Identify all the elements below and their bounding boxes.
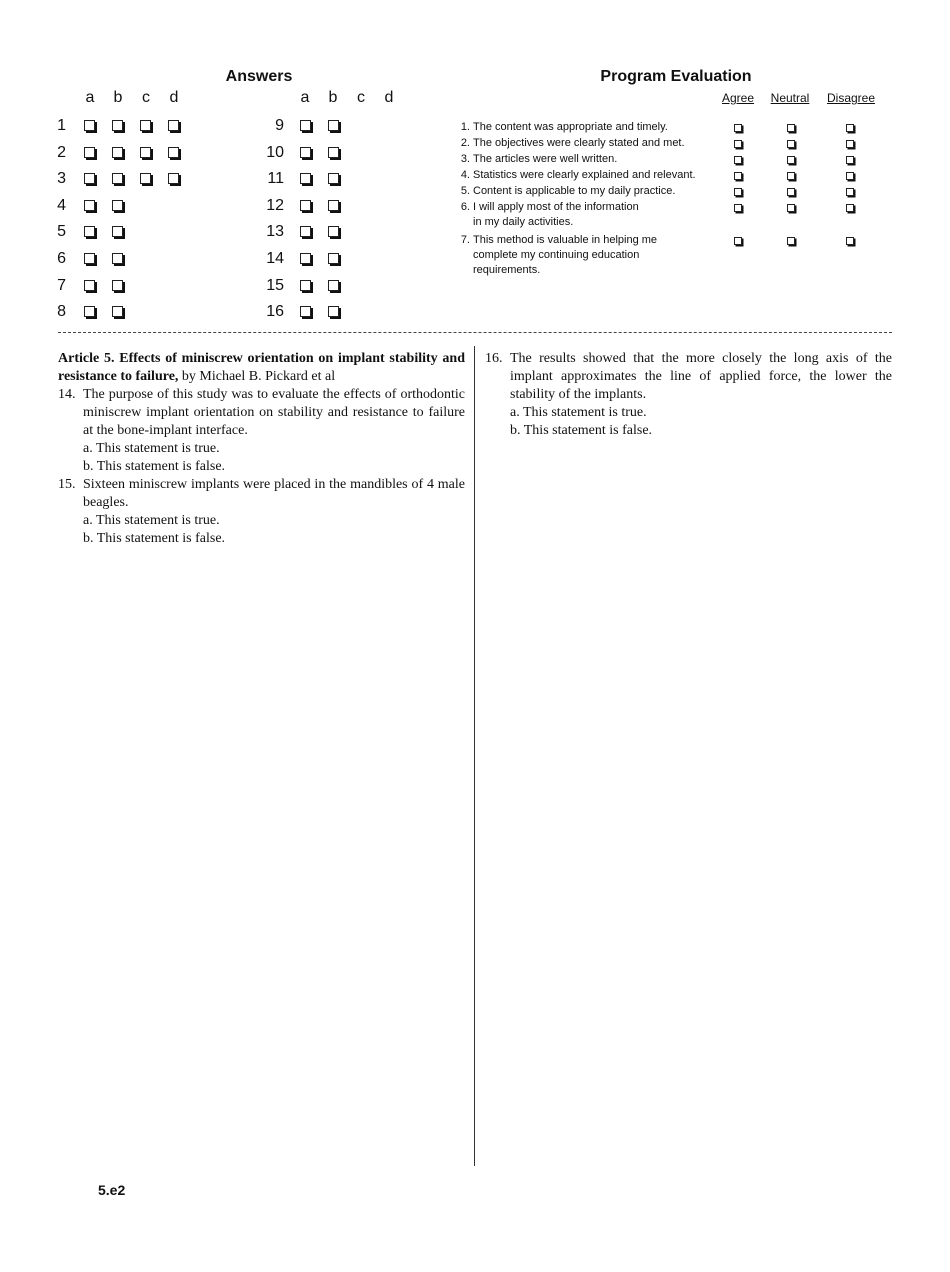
answer-column-header: a [300, 89, 310, 106]
answer-checkbox[interactable] [112, 253, 123, 264]
evaluation-checkbox[interactable] [734, 204, 742, 212]
answer-checkbox[interactable] [168, 120, 179, 131]
answer-row-number: 2 [57, 143, 66, 161]
answer-checkbox[interactable] [300, 147, 311, 158]
neutral-header: Neutral [770, 91, 810, 105]
evaluation-item-line: complete my continuing education [473, 249, 640, 261]
evaluation-checkbox[interactable] [734, 140, 742, 148]
evaluation-checkbox[interactable] [846, 204, 854, 212]
answer-column-header: c [142, 89, 150, 106]
questions-left-column [58, 350, 465, 548]
answer-row-number: 9 [275, 117, 284, 134]
answer-checkbox[interactable] [328, 226, 339, 237]
article-title: Article 5. Effects of miniscrew orientation on implant stability and resistance to failure, [58, 351, 465, 384]
answer-checkbox[interactable] [84, 173, 95, 184]
question-number: 14. [58, 387, 76, 402]
question-number: 15. [58, 477, 76, 492]
answer-checkbox[interactable] [328, 120, 339, 131]
answer-checkbox[interactable] [112, 173, 123, 184]
evaluation-checkbox[interactable] [787, 124, 795, 132]
evaluation-item-text [473, 136, 685, 151]
answer-checkbox[interactable] [112, 200, 123, 211]
evaluation-item-text [473, 152, 617, 167]
article-heading [58, 350, 465, 386]
evaluation-checkbox[interactable] [734, 188, 742, 196]
evaluation-item-text [473, 200, 639, 230]
answer-checkbox[interactable] [300, 200, 311, 211]
answer-checkbox[interactable] [112, 226, 123, 237]
answer-checkbox[interactable] [328, 147, 339, 158]
evaluation-checkbox[interactable] [846, 237, 854, 245]
question-number: 16. [485, 351, 503, 366]
answer-column-header: b [113, 89, 123, 106]
answer-row-number: 15 [266, 276, 284, 294]
answer-checkbox[interactable] [168, 173, 179, 184]
answer-column-header: d [169, 89, 179, 106]
evaluation-checkbox[interactable] [787, 188, 795, 196]
evaluation-checkbox[interactable] [734, 124, 742, 132]
evaluation-item-text [473, 233, 657, 278]
article-byline: by Michael B. Pickard et al [178, 369, 336, 384]
answer-checkbox[interactable] [84, 253, 95, 264]
answer-checkbox[interactable] [328, 200, 339, 211]
evaluation-item-text [473, 120, 668, 135]
answer-checkbox[interactable] [300, 280, 311, 291]
answer-checkbox[interactable] [328, 173, 339, 184]
answer-checkbox[interactable] [112, 120, 123, 131]
answer-row-number: 6 [57, 250, 66, 267]
answer-checkbox[interactable] [84, 147, 95, 158]
answer-row-number: 5 [57, 223, 66, 241]
answer-row-number: 3 [57, 170, 66, 188]
evaluation-item-number: 7. [460, 234, 470, 246]
evaluation-item-line: This method is valuable in helping me [473, 234, 658, 246]
question-15-option-a: a. This statement is true. [83, 513, 220, 528]
answer-checkbox[interactable] [300, 253, 311, 264]
question-text: Sixteen miniscrew implants were placed in the mandibles of 4 male beagles. [83, 477, 465, 510]
answer-checkbox[interactable] [300, 226, 311, 237]
evaluation-checkbox[interactable] [787, 156, 795, 164]
answer-checkbox[interactable] [112, 306, 123, 317]
evaluation-checkbox[interactable] [846, 124, 854, 132]
answer-checkbox[interactable] [328, 253, 339, 264]
question-16-option-b: b. This statement is false. [510, 423, 653, 438]
evaluation-item-line: The objectives were clearly stated and met. [473, 137, 685, 149]
answer-column-header: d [384, 89, 394, 106]
question-14 [58, 386, 465, 440]
answer-row-number: 12 [266, 196, 284, 214]
evaluation-item-line: The content was appropriate and timely. [473, 121, 668, 133]
evaluation-checkbox[interactable] [846, 156, 854, 164]
answer-row-number: 16 [266, 303, 284, 321]
answer-checkbox[interactable] [84, 280, 95, 291]
answer-row-number: 10 [266, 143, 284, 161]
question-16-option-a: a. This statement is true. [510, 405, 647, 420]
answer-column-header: a [85, 89, 95, 106]
column-divider [474, 346, 475, 1166]
evaluation-checkbox[interactable] [734, 172, 742, 180]
question-14-option-a: a. This statement is true. [83, 441, 220, 456]
evaluation-item-line: Content is applicable to my daily practice. [473, 185, 676, 197]
question-text: The results showed that the more closely the long axis of the implant approximates the line of applied force, the lower the stability of the implants. [510, 351, 892, 402]
answer-row-number: 7 [57, 276, 66, 294]
evaluation-item-number: 2. [460, 137, 470, 149]
evaluation-checkbox[interactable] [846, 172, 854, 180]
answer-row-number: 13 [266, 223, 284, 241]
answer-checkbox[interactable] [300, 120, 311, 131]
agree-header: Agree [721, 91, 755, 105]
answer-checkbox[interactable] [112, 280, 123, 291]
evaluation-checkbox[interactable] [846, 188, 854, 196]
question-16 [485, 350, 892, 404]
answer-checkbox[interactable] [112, 147, 123, 158]
question-15 [58, 476, 465, 512]
evaluation-checkbox[interactable] [734, 237, 742, 245]
evaluation-checkbox[interactable] [787, 204, 795, 212]
evaluation-item-number: 4. [460, 169, 470, 181]
answer-row-number: 11 [267, 170, 284, 188]
question-14-option-b: b. This statement is false. [83, 459, 226, 474]
evaluation-checkbox[interactable] [787, 237, 795, 245]
evaluation-item-line: I will apply most of the information [473, 201, 639, 213]
answer-checkbox[interactable] [84, 306, 95, 317]
answer-checkbox[interactable] [328, 280, 339, 291]
evaluation-item-text [473, 184, 675, 199]
answer-checkbox[interactable] [84, 226, 95, 237]
evaluation-item-number: 6. [460, 201, 470, 213]
evaluation-checkbox[interactable] [787, 140, 795, 148]
answer-checkbox[interactable] [140, 147, 151, 158]
answer-checkbox[interactable] [84, 200, 95, 211]
answer-row-number: 1 [57, 117, 66, 134]
program-evaluation-title: Program Evaluation [600, 68, 752, 85]
answer-checkbox[interactable] [84, 120, 95, 131]
evaluation-checkbox[interactable] [787, 172, 795, 180]
evaluation-item-line: requirements. [473, 264, 541, 276]
evaluation-item-line: in my daily activities. [473, 216, 574, 228]
evaluation-checkbox[interactable] [846, 140, 854, 148]
answer-column-header: b [328, 89, 338, 106]
evaluation-item-line: The articles were well written. [473, 153, 618, 165]
evaluation-item-text [473, 168, 696, 183]
evaluation-item-number: 5. [460, 185, 470, 197]
question-15-option-b: b. This statement is false. [83, 531, 226, 546]
answer-checkbox[interactable] [328, 306, 339, 317]
answer-column-header: c [357, 89, 365, 106]
question-text: The purpose of this study was to evaluate the effects of orthodontic miniscrew implant orientation on stability and resistance to failure at the bone-implant interface. [83, 387, 465, 438]
page-number: 5.e2 [98, 1182, 126, 1198]
evaluation-item-number: 1. [460, 121, 470, 133]
evaluation-checkbox[interactable] [734, 156, 742, 164]
questions-right-column [485, 350, 892, 440]
answer-checkbox[interactable] [140, 173, 151, 184]
answer-checkbox[interactable] [168, 147, 179, 158]
evaluation-item-number: 3. [460, 153, 470, 165]
section-divider [58, 332, 892, 333]
answer-checkbox[interactable] [300, 173, 311, 184]
answer-row-number: 4 [57, 196, 66, 214]
answer-checkbox[interactable] [140, 120, 151, 131]
answer-row-number: 14 [266, 250, 284, 267]
answers-title: Answers [225, 68, 293, 85]
disagree-header: Disagree [826, 91, 876, 105]
answer-checkbox[interactable] [300, 306, 311, 317]
evaluation-item-line: Statistics were clearly explained and relevant. [473, 169, 696, 181]
answer-row-number: 8 [57, 303, 66, 321]
